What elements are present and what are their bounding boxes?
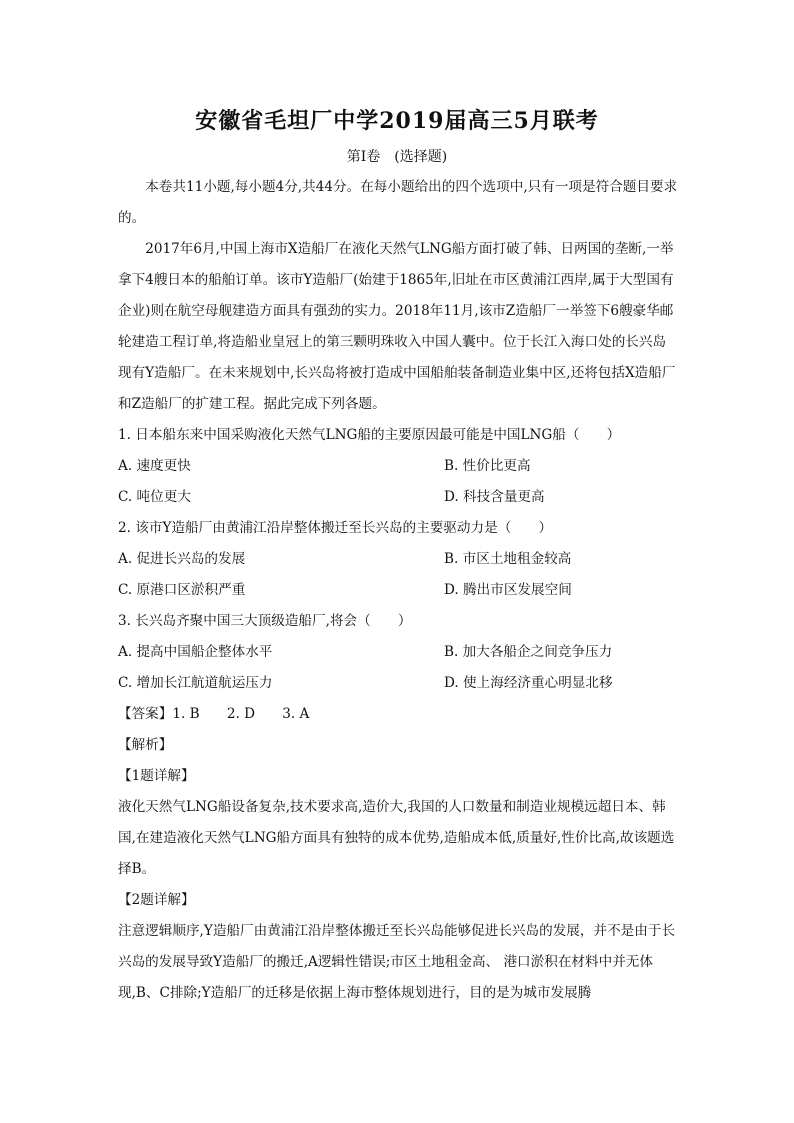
- question-2-option-c: C. 原港口区淤积严重: [118, 582, 246, 598]
- question-1-options-row-1: [118, 451, 678, 482]
- question-1-option-c: C. 吨位更大: [118, 489, 191, 505]
- detail-2-label: 【2题详解】: [118, 892, 195, 908]
- document-body: [118, 172, 678, 1009]
- detail-1-label: 【1题详解】: [118, 768, 195, 784]
- question-1-option-d: D. 科技含量更高: [444, 489, 545, 505]
- question-2-option-b: B. 市区土地租金较高: [444, 551, 572, 567]
- question-3-option-b: B. 加大各船企之间竞争压力: [444, 644, 613, 660]
- question-3-options-row-1: [118, 637, 678, 668]
- analysis-label: 【解析】: [118, 737, 173, 753]
- material-paragraph: 2017年6月,中国上海市X造船厂在液化天然气LNG船方面打破了韩、日两国的垄断,一举拿下4艘日本的船舶订单。该市Y造船厂(始建于1865年,旧址在市区黄浦江西岸,属于大型国有企业)则在航空母舰建造方面具有强劲的实力。2018年11月,该市Z造船厂一举签下6艘豪华邮轮建造工程订单,将造船业皇冠上的第三颗明珠收入中国人囊中。位于长江入海口处的长兴岛现有Y造船厂。在未来规划中,长兴岛将被打造成中国船舶装备制造业集中区,还将包括X造船厂和Z造船厂的扩建工程。据此完成下列各题。: [118, 241, 676, 412]
- detail-1-text: 液化天然气LNG船设备复杂,技术要求高,造价大,我国的人口数量和制造业规模远超日本、韩国,在建造液化天然气LNG船方面具有独特的成本优势,造船成本低,质量好,性价比高,故该题选择B。: [118, 799, 675, 877]
- intro-paragraph: 本卷共11小题,每小题4分,共44分。在每小题给出的四个选项中,只有一项是符合题目要求的。: [118, 179, 678, 226]
- question-2-option-a: A. 促进长兴岛的发展: [118, 551, 246, 567]
- page-title: 安徽省毛坦厂中学2019届高三5月联考: [195, 108, 599, 134]
- answer-line: 【答案】1. B 2. D 3. A: [118, 706, 310, 722]
- question-1-options-row-2: [118, 482, 678, 513]
- question-2-options-row-1: [118, 544, 678, 575]
- question-3-option-d: D. 使上海经济重心明显北移: [444, 675, 613, 691]
- question-2-option-d: D. 腾出市区发展空间: [444, 582, 572, 598]
- section-subtitle: 第Ⅰ卷 (选择题): [346, 149, 448, 165]
- question-1-option-a: A. 速度更快: [118, 458, 191, 474]
- question-2-options-row-2: [118, 575, 678, 606]
- detail-2-text: 注意逻辑顺序,Y造船厂由黄浦江沿岸整体搬迁至长兴岛能够促进长兴岛的发展，并不是由于长兴岛的发展导致Y造船厂的搬迁,A逻辑性错误;市区土地租金高、 港口淤积在材料中并无体现,B、C排除;Y造船厂的迁移是依据上海市整体规划进行，目的是为城市发展腾: [118, 923, 676, 1001]
- question-3-stem: 3. 长兴岛齐聚中国三大顶级造船厂,将会（ ）: [118, 613, 412, 629]
- question-2-stem: 2. 该市Y造船厂由黄浦江沿岸整体搬迁至长兴岛的主要驱动力是（ ）: [118, 520, 553, 536]
- question-3-option-a: A. 提高中国船企整体水平: [118, 644, 273, 660]
- question-3-option-c: C. 增加长江航道航运压力: [118, 675, 273, 691]
- question-1-option-b: B. 性价比更高: [444, 458, 531, 474]
- question-1-stem: 1. 日本船东来中国采购液化天然气LNG船的主要原因最可能是中国LNG船（ ）: [118, 427, 621, 443]
- question-3-options-row-2: [118, 668, 678, 699]
